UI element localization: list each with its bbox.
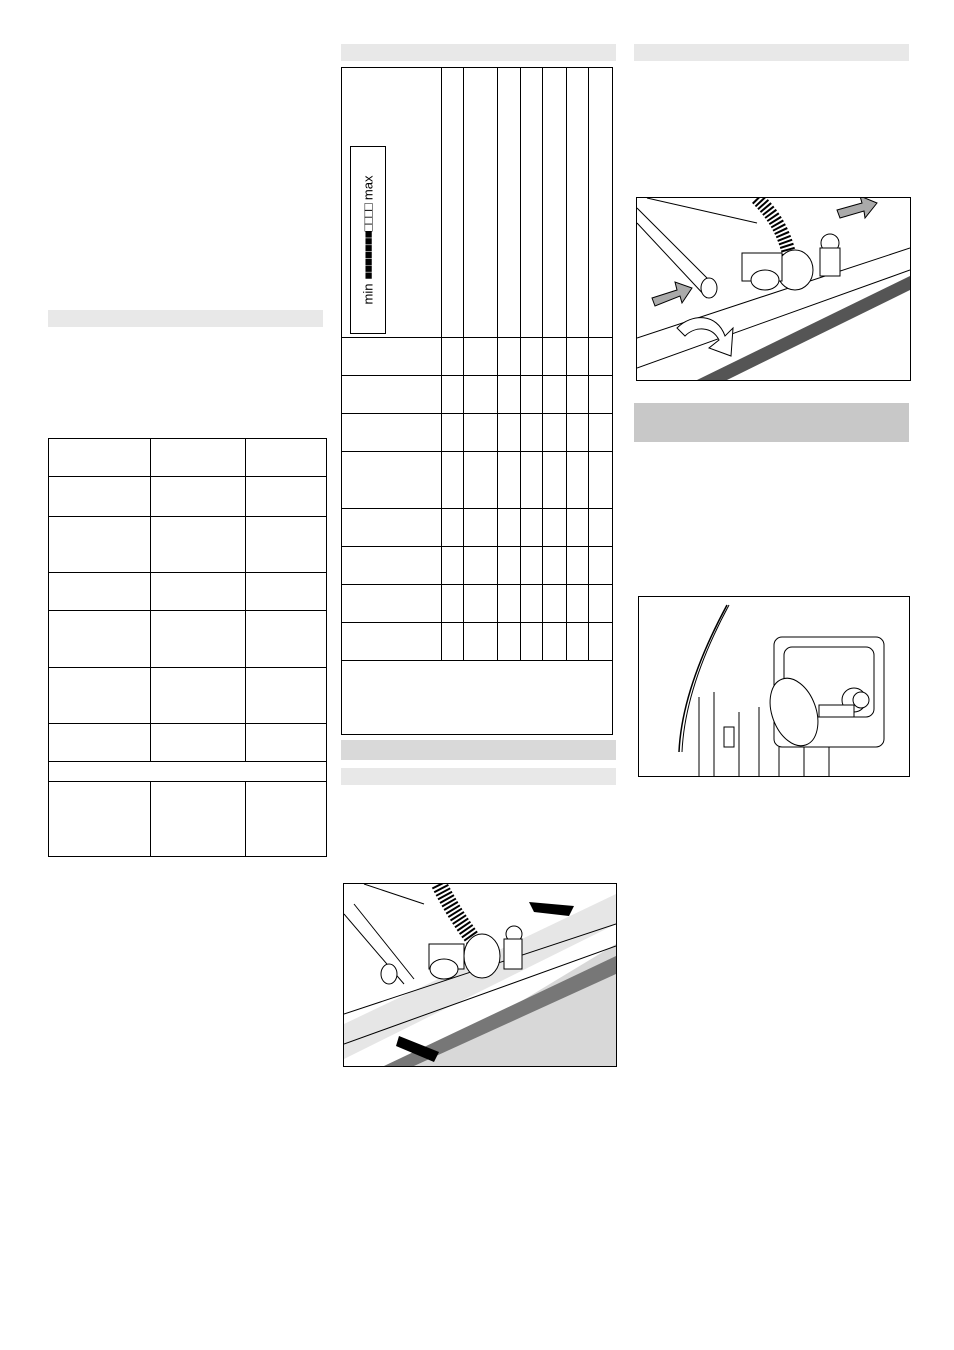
table-row [49, 477, 327, 517]
scale-squares [361, 204, 376, 279]
table-row [342, 547, 613, 585]
section-header-bar-right-2 [634, 403, 909, 442]
table-row [49, 611, 327, 668]
table-row [49, 573, 327, 611]
table-row [342, 376, 613, 414]
empty-square-icon: □ [360, 217, 376, 225]
intensity-scale-box [350, 146, 386, 334]
table-row [342, 414, 613, 452]
scale-min-label: min [360, 283, 376, 305]
table-row [342, 623, 613, 661]
arrow-icon-right [837, 198, 877, 218]
table-row [342, 509, 613, 547]
filled-square-icon: ■ [360, 252, 376, 259]
table-row [342, 585, 613, 623]
squeegee-drawing [344, 884, 616, 1066]
squeegee-adjustment-illustration [343, 883, 617, 1067]
table-row [49, 517, 327, 573]
table-row [342, 452, 613, 509]
scale-max-label: max [360, 175, 376, 201]
squeegee-tilt-illustration [636, 197, 911, 381]
filled-square-icon: ■ [360, 245, 376, 253]
table-footer-row [342, 661, 613, 735]
intensity-scale-rotated [361, 176, 376, 305]
filled-square-icon: ■ [360, 231, 376, 239]
table-row [49, 668, 327, 724]
table-row [49, 724, 327, 762]
latch-detail-illustration [638, 596, 910, 777]
table-row [49, 782, 327, 857]
squeegee-tilt-drawing [637, 198, 910, 380]
table-row-full-width [49, 762, 327, 782]
section-header-bar-middle-2 [341, 740, 616, 760]
filled-square-icon: ■ [360, 238, 376, 246]
section-header-bar-right [634, 44, 909, 61]
empty-square-icon: □ [360, 204, 376, 211]
empty-square-icon: □ [360, 210, 376, 218]
section-header-bar-middle [341, 44, 616, 61]
filled-square-icon: ■ [360, 258, 376, 266]
left-data-table [48, 438, 327, 857]
filled-square-icon: ■ [360, 265, 376, 273]
matrix-header-row [342, 68, 613, 338]
table-row [342, 338, 613, 376]
table-row [49, 439, 327, 477]
empty-square-icon: □ [360, 224, 376, 232]
latch-detail-drawing [639, 597, 909, 776]
filled-square-icon: ■ [360, 272, 376, 280]
section-header-bar-middle-3 [341, 768, 616, 785]
arrow-icon-left [652, 282, 692, 306]
setting-matrix-table [341, 67, 613, 735]
arrow-icon-up-right [529, 902, 574, 916]
section-header-bar-left [48, 310, 323, 327]
